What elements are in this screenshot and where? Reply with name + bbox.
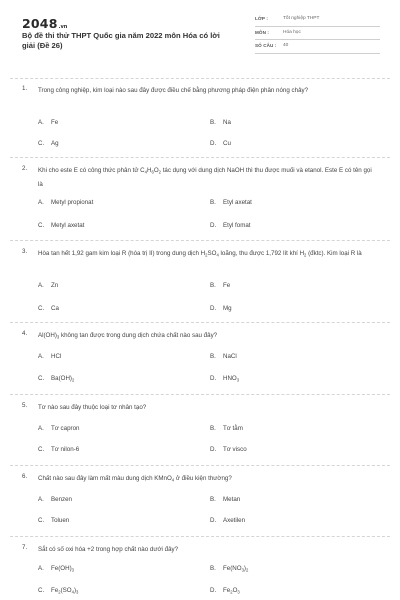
question-text: Chất nào sau đây làm mất màu dung dịch KMnO$_4$ ở điều kiện thường? bbox=[38, 475, 232, 483]
option-text: Ag bbox=[51, 140, 59, 147]
answer-option[interactable] bbox=[210, 496, 240, 503]
meta-label: MÔN : bbox=[255, 29, 270, 35]
option-letter: A. bbox=[38, 353, 44, 360]
option-letter: B. bbox=[210, 199, 216, 206]
option-letter: A. bbox=[38, 199, 44, 206]
question-item bbox=[22, 544, 382, 556]
option-letter: C. bbox=[38, 446, 45, 453]
option-text: Etyl fomat bbox=[223, 222, 251, 229]
option-text: Na bbox=[223, 119, 231, 126]
option-letter: B. bbox=[210, 353, 216, 360]
meta-label: SỐ CÂU : bbox=[255, 43, 277, 48]
meta-value: Hóa học bbox=[283, 29, 301, 35]
answer-option[interactable] bbox=[38, 199, 93, 206]
option-letter: B. bbox=[210, 282, 216, 289]
question-number: 4. bbox=[22, 330, 28, 337]
question-item bbox=[22, 165, 382, 189]
question-item bbox=[22, 248, 382, 272]
answer-option[interactable] bbox=[38, 305, 59, 312]
option-letter: C. bbox=[38, 587, 45, 594]
option-letter: C. bbox=[38, 222, 45, 229]
option-text: $Fe(OH)_3$ bbox=[51, 565, 74, 573]
meta-row-count bbox=[255, 40, 380, 54]
question-separator bbox=[10, 322, 390, 323]
option-letter: C. bbox=[38, 517, 45, 524]
option-letter: D. bbox=[210, 140, 217, 147]
question-number: 1. bbox=[22, 85, 28, 92]
option-letter: A. bbox=[38, 119, 44, 126]
question-number: 5. bbox=[22, 402, 28, 409]
option-text: $Fe(NO_3)_2$ bbox=[223, 565, 249, 573]
option-text: Fe bbox=[223, 282, 231, 289]
option-letter: B. bbox=[210, 119, 216, 126]
answer-option[interactable] bbox=[210, 305, 232, 312]
option-text: Tơ nilon-6 bbox=[51, 446, 80, 453]
answer-option[interactable] bbox=[210, 587, 240, 595]
option-letter: D. bbox=[210, 446, 217, 453]
site-logo[interactable] bbox=[22, 16, 67, 31]
option-letter: B. bbox=[210, 565, 216, 572]
option-text: Fe bbox=[51, 119, 59, 126]
question-separator bbox=[10, 240, 390, 241]
answer-option[interactable] bbox=[210, 353, 237, 360]
option-text: HCl bbox=[51, 353, 62, 360]
exam-title: Bộ đề thi thử THPT Quốc gia năm 2022 môn Hóa có lời giải (Đề 26) bbox=[22, 31, 220, 51]
question-text: Trong công nghiệp, kim loại nào sau đây được điều chế bằng phương pháp điện phân nóng chảy? bbox=[38, 87, 309, 94]
question-item bbox=[22, 402, 382, 414]
answer-option[interactable] bbox=[210, 222, 251, 229]
option-letter: B. bbox=[210, 496, 216, 503]
answer-option[interactable] bbox=[38, 425, 79, 432]
option-text: Tơ tằm bbox=[223, 425, 243, 432]
question-separator bbox=[10, 157, 390, 158]
page-header bbox=[0, 0, 400, 72]
question-text: $Al(OH)_3$ không tan được trong dung dịch chứa chất nào sau đây? bbox=[38, 332, 218, 340]
option-letter: D. bbox=[210, 222, 217, 229]
question-number: 6. bbox=[22, 473, 28, 480]
option-text: Tơ capron bbox=[51, 425, 80, 432]
option-letter: D. bbox=[210, 305, 217, 312]
answer-option[interactable] bbox=[38, 565, 74, 573]
answer-option[interactable] bbox=[38, 222, 84, 229]
answer-option[interactable] bbox=[38, 282, 58, 289]
option-letter: D. bbox=[210, 587, 217, 594]
option-text: Benzen bbox=[51, 496, 72, 503]
question-text: Tơ nào sau đây thuộc loại tơ nhân tạo? bbox=[38, 404, 147, 411]
meta-row-subject bbox=[255, 27, 380, 41]
option-text: Tơ visco bbox=[223, 446, 247, 453]
answer-option[interactable] bbox=[210, 375, 239, 383]
option-text: Ca bbox=[51, 305, 59, 312]
answer-option[interactable] bbox=[38, 353, 61, 360]
option-letter: D. bbox=[210, 517, 217, 524]
option-text: $Fe_2O_3$ bbox=[223, 587, 240, 595]
question-separator bbox=[10, 78, 390, 79]
answer-option[interactable] bbox=[38, 119, 58, 126]
logo-text: 2048 bbox=[22, 16, 58, 31]
meta-value: 40 bbox=[283, 43, 289, 48]
question-item bbox=[22, 330, 382, 342]
answer-option[interactable] bbox=[210, 517, 245, 524]
option-letter: A. bbox=[38, 425, 44, 432]
answer-option[interactable] bbox=[38, 140, 59, 147]
option-letter: C. bbox=[38, 140, 45, 147]
option-text: Axetilen bbox=[223, 517, 246, 524]
answer-option[interactable] bbox=[210, 565, 248, 573]
answer-option[interactable] bbox=[38, 587, 78, 595]
answer-option[interactable] bbox=[38, 446, 79, 453]
answer-option[interactable] bbox=[210, 282, 230, 289]
meta-label: LỚP : bbox=[255, 16, 269, 21]
answer-option[interactable] bbox=[38, 517, 69, 524]
option-text: Mg bbox=[223, 305, 232, 312]
option-text: NaCl bbox=[223, 353, 237, 360]
answer-option[interactable] bbox=[210, 446, 247, 453]
option-letter: A. bbox=[38, 282, 44, 289]
option-letter: C. bbox=[38, 375, 45, 382]
option-text: $HNO_3$ bbox=[223, 375, 240, 383]
option-text: Metyl axetat bbox=[51, 222, 85, 229]
answer-option[interactable] bbox=[210, 425, 243, 432]
option-text: Metyl propionat bbox=[51, 199, 94, 206]
question-text: Khi cho este E có công thức phân tử $C_4H_6O_2$ tác dụng với dung dịch NaOH thì thu được muối và etanol. Este E có tên gọi là bbox=[38, 167, 372, 188]
question-item bbox=[22, 85, 382, 109]
question-text: Hòa tan hết 1,92 gam kim loại R (hóa trị II) trong dung dịch $H_2SO_4$ loãng, thu được 1,792 lít khí $H_2$ (đktc). Kim loại R là bbox=[38, 250, 362, 258]
option-letter: A. bbox=[38, 565, 44, 572]
option-text: $Fe_2(SO_4)_3$ bbox=[51, 587, 79, 595]
option-letter: A. bbox=[38, 496, 44, 503]
meta-row-class bbox=[255, 13, 380, 27]
question-number: 7. bbox=[22, 544, 28, 551]
option-text: Toluen bbox=[51, 517, 70, 524]
answer-option[interactable] bbox=[210, 140, 231, 147]
logo-suffix: .vn bbox=[58, 23, 68, 30]
option-letter: C. bbox=[38, 305, 45, 312]
option-text: Etyl axetat bbox=[223, 199, 252, 206]
option-text: Metan bbox=[223, 496, 241, 503]
option-text: Zn bbox=[51, 282, 59, 289]
answer-option[interactable] bbox=[210, 199, 252, 206]
question-separator bbox=[10, 465, 390, 466]
question-text: Sắt có số oxi hóa +2 trong hợp chất nào dưới đây? bbox=[38, 546, 179, 553]
answer-option[interactable] bbox=[38, 375, 74, 383]
option-text: $Ba(OH)_2$ bbox=[51, 375, 75, 383]
question-number: 3. bbox=[22, 248, 28, 255]
question-separator bbox=[10, 394, 390, 395]
meta-value: Tốt nghiệp THPT bbox=[283, 16, 320, 21]
answer-option[interactable] bbox=[38, 496, 72, 503]
exam-meta bbox=[255, 13, 380, 54]
question-number: 2. bbox=[22, 165, 28, 172]
option-text: Cu bbox=[223, 140, 231, 147]
option-letter: D. bbox=[210, 375, 217, 382]
question-separator bbox=[10, 536, 390, 537]
question-item bbox=[22, 473, 382, 485]
answer-option[interactable] bbox=[210, 119, 231, 126]
option-letter: B. bbox=[210, 425, 216, 432]
